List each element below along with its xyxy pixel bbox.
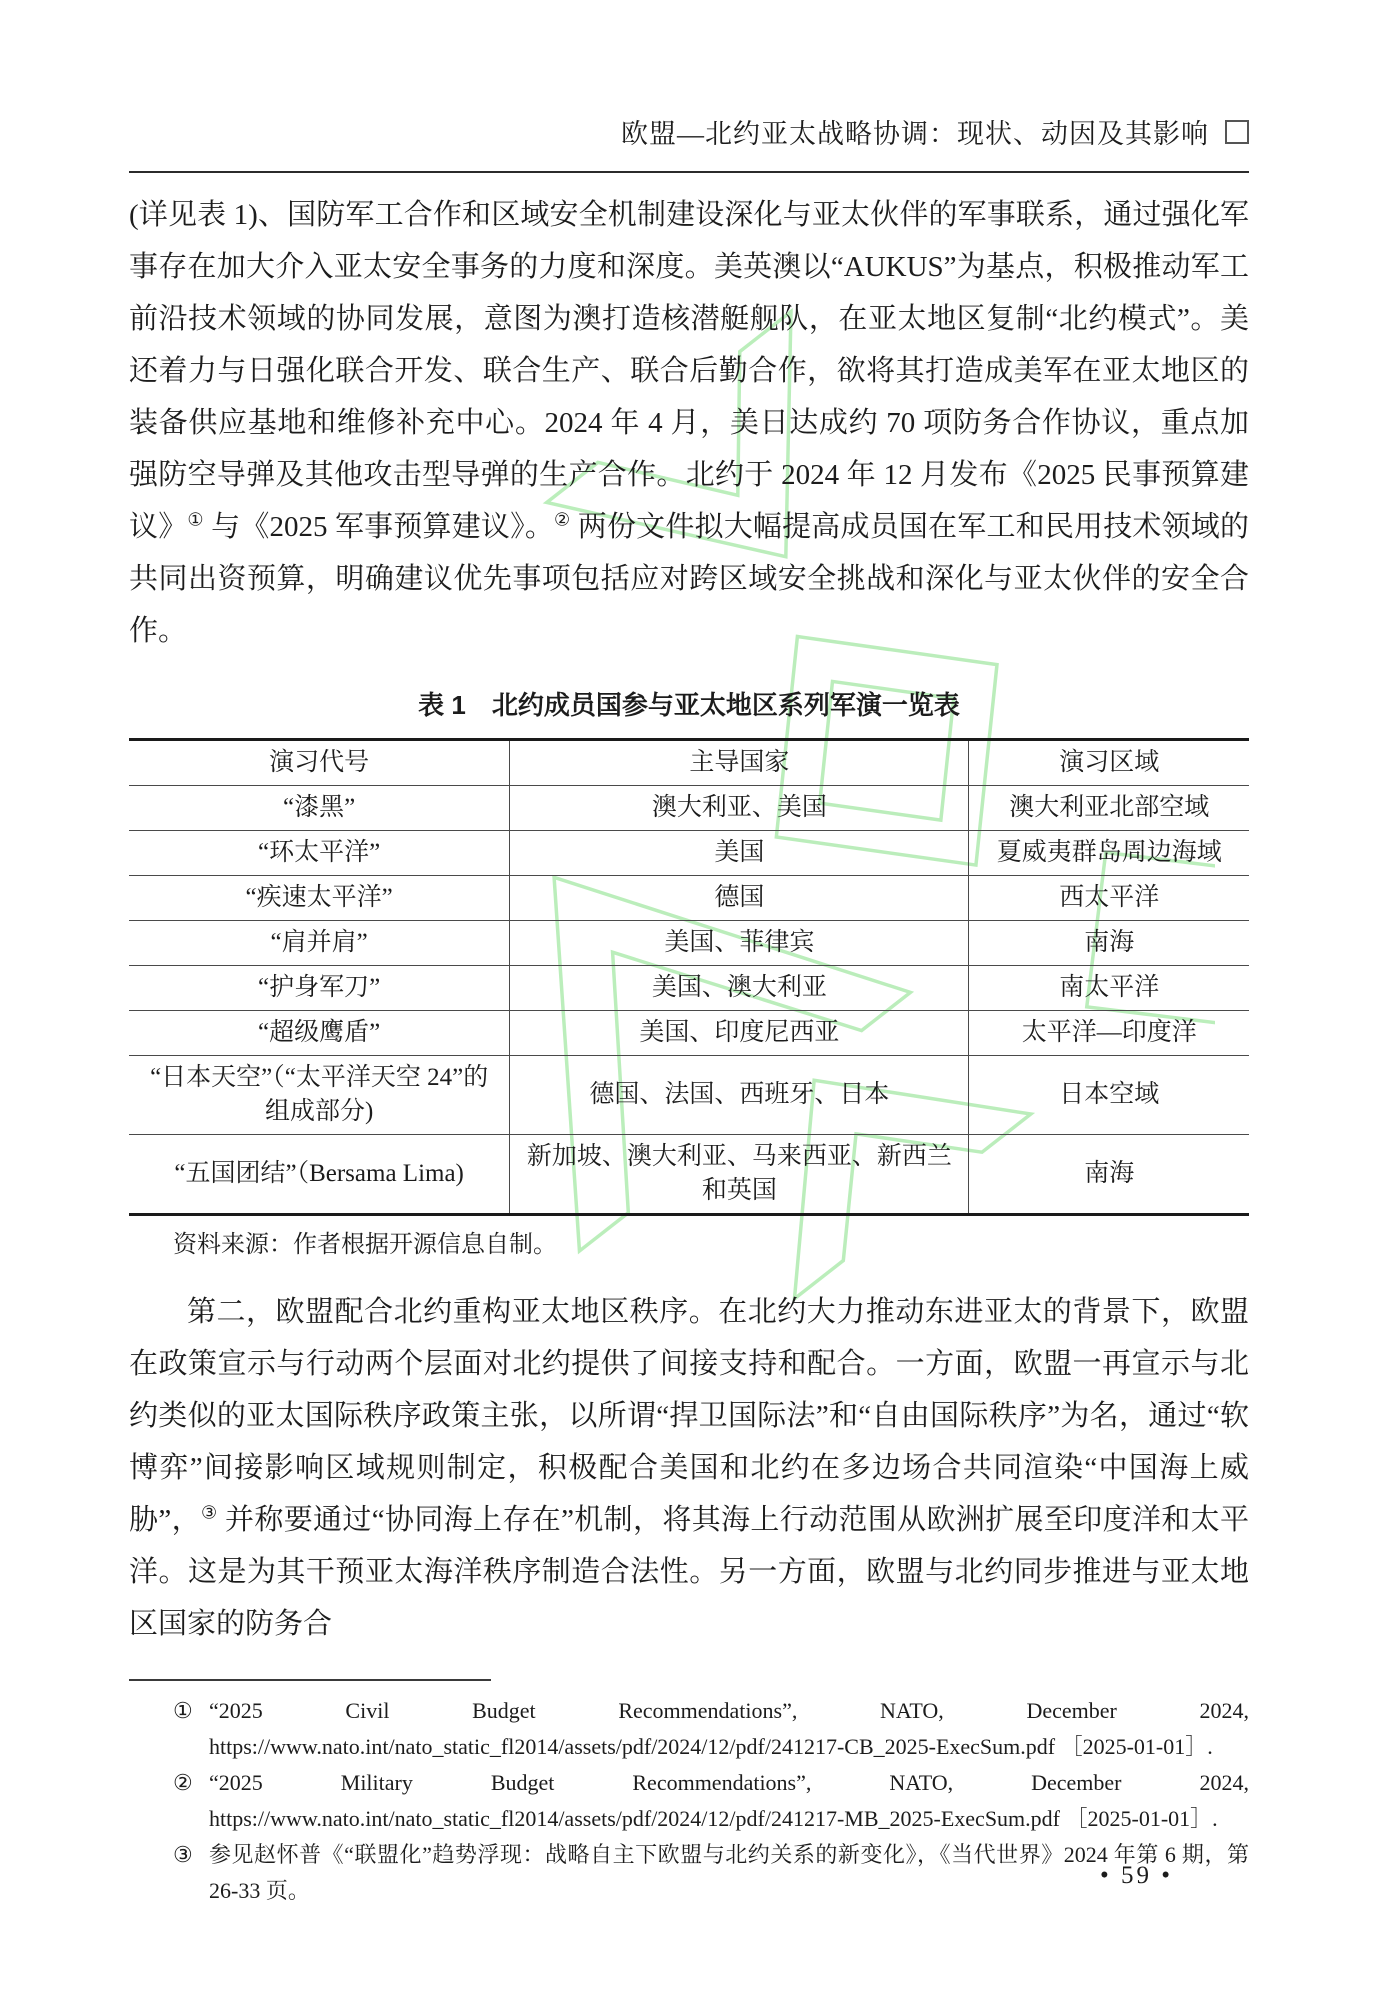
table-header-row bbox=[129, 740, 1249, 786]
footnotes bbox=[129, 1693, 1249, 1909]
table-row bbox=[129, 1135, 1249, 1215]
paragraph-2-text-a: 第二，欧盟配合北约重构亚太地区秩序。在北约大力推动东进亚太的背景下，欧盟在政策宣示与行动两个层面对北约提供了间接支持和配合。一方面，欧盟一再宣示与北约类似的亚太国际秩序政策主张，以所谓“捍卫国际法”和“自由国际秩序”为名，通过“软博弈”间接影响区域规则制定，积极配合美国和北约在多边场合共同渲染“中国海上威胁”， bbox=[129, 1296, 1249, 1536]
table-row bbox=[129, 1056, 1249, 1135]
cell-lead-nations: 德国、法国、西班牙、日本 bbox=[510, 1056, 969, 1135]
cell-lead-nations: 美国 bbox=[510, 831, 969, 876]
cell-exercise-code: “五国团结”（Bersama Lima) bbox=[174, 1160, 464, 1187]
paragraph-2-text-b: 并称要通过“协同海上存在”机制，将其海上行动范围从欧洲扩展至印度洋和太平洋。这是为其干预亚太海洋秩序制造合法性。另一方面，欧盟与北约同步推进与亚太地区国家的防务合 bbox=[129, 1504, 1250, 1640]
end-box-icon bbox=[1225, 120, 1249, 144]
paragraph-1-text-a: (详见表 1)、国防军工合作和区域安全机制建设深化与亚太伙伴的军事联系，通过强化军事存在加大介入亚太安全事务的力度和深度。美英澳以“AUKUS”为基点，积极推动军工前沿技术领域的协同发展，意图为澳打造核潜艇舰队，在亚太地区复制“北约模式”。美还着力与日强化联合开发、联合生产、联合后勤合作，欲将其打造成美军在亚太地区的装备供应基地和维修补充中心。2024 年 4 月，美日达成约 70 项防务合作协议，重点加强防空导弹及其他攻击型导弹的生产合作。北约于 2024 年 12 月发布《2025 民事预算建议》 bbox=[129, 199, 1249, 543]
cell-exercise-code: “日本天空”（“太平洋天空 24”的组成部分) bbox=[129, 1056, 510, 1135]
cell-exercise-code: “疾速太平洋” bbox=[129, 876, 510, 921]
cell-exercise-area: 南海 bbox=[969, 1135, 1249, 1215]
footnote-3 bbox=[173, 1837, 1249, 1909]
cell-exercise-code: “漆黑” bbox=[129, 786, 510, 831]
table-row bbox=[129, 831, 1249, 876]
table-row bbox=[129, 876, 1249, 921]
column-header-exercise-code: 演习代号 bbox=[129, 740, 510, 786]
footnote-2 bbox=[173, 1765, 1249, 1837]
cell-exercise-area: 南海 bbox=[969, 921, 1249, 966]
table-row bbox=[129, 921, 1249, 966]
cell-exercise-code: “护身军刀” bbox=[129, 966, 510, 1011]
cell-exercise-code: “超级鹰盾” bbox=[129, 1011, 510, 1056]
footnote-3-marker: ③ bbox=[173, 1842, 193, 1867]
footnote-ref-1: ① bbox=[187, 509, 204, 530]
page-content bbox=[129, 0, 1249, 1909]
cell-exercise-area: 夏威夷群岛周边海域 bbox=[969, 831, 1249, 876]
footnote-1-marker: ① bbox=[173, 1698, 193, 1723]
cell-lead-nations: 美国、菲律宾 bbox=[510, 921, 969, 966]
table-source-note: 资料来源：作者根据开源信息自制。 bbox=[173, 1232, 557, 1258]
footnote-ref-3: ③ bbox=[200, 1502, 218, 1523]
running-head-title: 欧盟—北约亚太战略协调：现状、动因及其影响 bbox=[621, 119, 1209, 149]
paragraph-1-text-c: 两份文件拟大幅提高成员国在军工和民用技术领域的共同出资预算，明确建议优先事项包括应对跨区域安全挑战和深化与亚太伙伴的安全合作。 bbox=[129, 511, 1249, 647]
paragraph-1-text-b: 与《2025 军事预算建议》。 bbox=[203, 511, 555, 543]
footnote-2-marker: ② bbox=[173, 1770, 193, 1795]
footnote-ref-2: ② bbox=[554, 509, 571, 530]
cell-lead-nations: 澳大利亚、美国 bbox=[510, 786, 969, 831]
table-row bbox=[129, 786, 1249, 831]
cell-exercise-area: 南太平洋 bbox=[969, 966, 1249, 1011]
cell-exercise-area: 日本空域 bbox=[969, 1056, 1249, 1135]
footnote-1-text: “2025 Civil Budget Recommendations”, NATO, December 2024, https://www.nato.int/nato_static_fl2014/assets/pdf/2024/12/pdf/241217-CB_2025-ExecSum.pdf ［2025-01-01］. bbox=[209, 1698, 1249, 1759]
exercise-table bbox=[129, 738, 1249, 1216]
cell-lead-nations: 美国、印度尼西亚 bbox=[510, 1011, 969, 1056]
cell-lead-nations: 新加坡、澳大利亚、马来西亚、新西兰和英国 bbox=[510, 1135, 969, 1215]
cell-exercise-area: 太平洋—印度洋 bbox=[969, 1011, 1249, 1056]
table-caption: 表 1 北约成员国参与亚太地区系列军演一览表 bbox=[418, 690, 960, 720]
table-row bbox=[129, 966, 1249, 1011]
running-head bbox=[129, 0, 1249, 173]
column-header-lead-nations: 主导国家 bbox=[510, 740, 969, 786]
cell-exercise-area: 澳大利亚北部空域 bbox=[969, 786, 1249, 831]
footnote-1 bbox=[173, 1693, 1249, 1765]
cell-lead-nations: 德国 bbox=[510, 876, 969, 921]
paragraph-1 bbox=[129, 189, 1249, 657]
cell-exercise-code: “肩并肩” bbox=[129, 921, 510, 966]
paragraph-2 bbox=[129, 1286, 1249, 1650]
table-row bbox=[129, 1011, 1249, 1056]
cell-exercise-area: 西太平洋 bbox=[969, 876, 1249, 921]
column-header-exercise-area: 演习区域 bbox=[969, 740, 1249, 786]
cell-lead-nations: 美国、澳大利亚 bbox=[510, 966, 969, 1011]
footnote-divider bbox=[129, 1679, 491, 1681]
page-number: • 59 • bbox=[1099, 1862, 1173, 1889]
footnote-3-text: 参见赵怀普《“联盟化”趋势浮现：战略自主下欧盟与北约关系的新变化》，《当代世界》2024 年第 6 期，第 26-33 页。 bbox=[209, 1842, 1249, 1903]
cell-exercise-code: “环太平洋” bbox=[129, 831, 510, 876]
footnote-2-text: “2025 Military Budget Recommendations”, NATO, December 2024, https://www.nato.int/nato_static_fl2014/assets/pdf/2024/12/pdf/241217-MB_2025-ExecSum.pdf ［2025-01-01］. bbox=[209, 1770, 1249, 1831]
